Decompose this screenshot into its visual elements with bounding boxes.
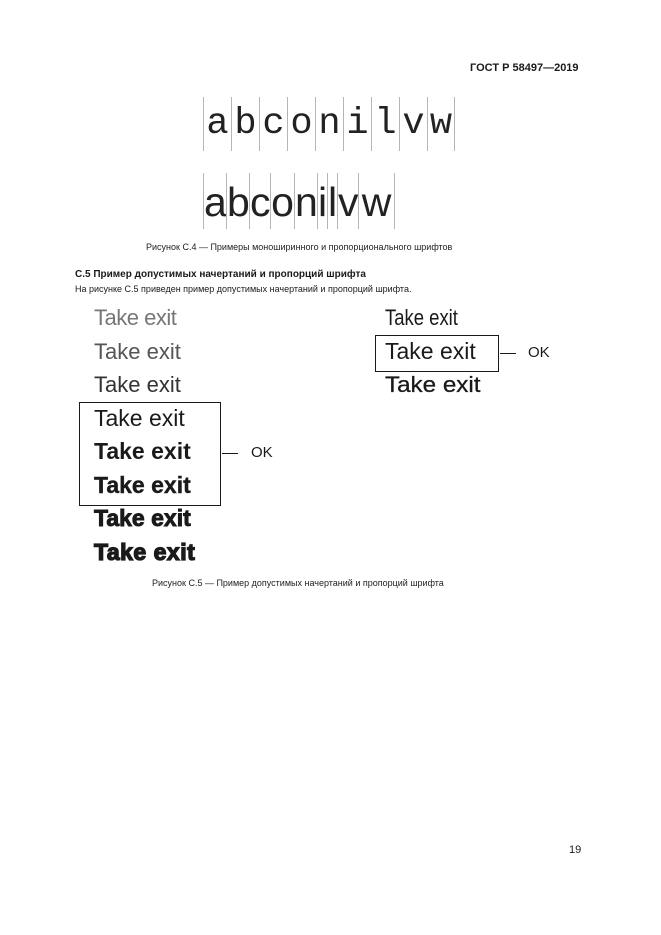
ok-pointer-line — [500, 353, 516, 354]
page-number: 19 — [569, 844, 582, 856]
document-id: ГОСТ Р 58497—2019 — [470, 62, 579, 74]
sample-weight-medium: Take exit — [94, 438, 191, 464]
mono-letter: c — [259, 97, 287, 151]
mono-letter: n — [315, 97, 343, 151]
acceptable-weights-frame — [79, 402, 221, 506]
sample-width-normal: Take exit — [385, 338, 476, 364]
prop-letter: c — [249, 173, 270, 229]
ok-label-weights: OK — [251, 444, 273, 461]
sample-weight-book: Take exit — [94, 372, 181, 397]
sample-width-extended: Take exit — [385, 372, 481, 397]
section-body: На рисунке С.5 приведен пример допустимых начертаний и пропорций шрифта. — [75, 284, 412, 294]
sample-weight-heavy: Take exit — [94, 505, 191, 531]
ok-label-widths: OK — [528, 344, 550, 361]
sample-width-condensed: Take exit — [385, 305, 458, 330]
prop-letter: w — [358, 173, 395, 229]
prop-letter: n — [294, 173, 317, 229]
figure-c5-caption: Рисунок С.5 — Пример допустимых начертаний и пропорций шрифта — [152, 578, 444, 588]
mono-letter: v — [399, 97, 427, 151]
mono-letter: a — [203, 97, 231, 151]
sample-weight-light: Take exit — [94, 339, 181, 364]
sample-weight-bold: Take exit — [94, 472, 191, 498]
prop-letter: b — [226, 173, 249, 229]
sample-weight-black: Take exit — [94, 539, 196, 565]
figure-c4-caption: Рисунок С.4 — Примеры моноширинного и пропорционального шрифтов — [146, 242, 453, 252]
prop-letter: a — [203, 173, 226, 229]
sample-weight-thin: Take exit — [94, 305, 177, 330]
prop-letter: v — [337, 173, 358, 229]
section-title: С.5 Пример допустимых начертаний и пропорций шрифта — [75, 269, 366, 280]
mono-letter: l — [371, 97, 399, 151]
mono-letter: o — [287, 97, 315, 151]
prop-letter: i — [317, 173, 327, 229]
mono-letter: w — [427, 97, 455, 151]
mono-letter: i — [343, 97, 371, 151]
monospace-specimen — [203, 97, 455, 151]
sample-weight-regular: Take exit — [94, 405, 185, 431]
mono-letter: b — [231, 97, 259, 151]
ok-pointer-line — [222, 453, 238, 454]
proportional-specimen — [203, 173, 395, 229]
prop-letter: o — [270, 173, 294, 229]
prop-letter: l — [327, 173, 337, 229]
acceptable-width-frame — [375, 335, 499, 372]
